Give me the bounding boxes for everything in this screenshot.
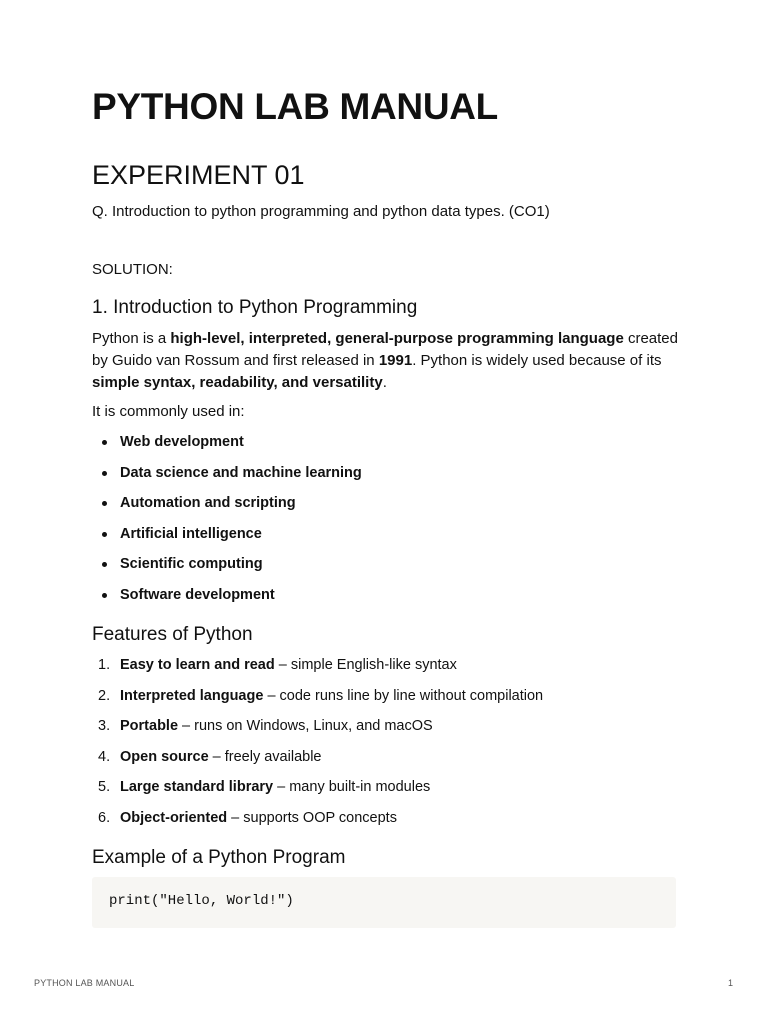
intro-bold-3: simple syntax, readability, and versatility xyxy=(92,374,383,391)
feature-text xyxy=(120,686,543,706)
common-uses-label: It is commonly used in: xyxy=(92,403,245,420)
solution-label: SOLUTION: xyxy=(92,261,173,278)
feature-text xyxy=(120,808,397,828)
feature-title: Portable xyxy=(120,718,179,734)
page-number: 1 xyxy=(728,978,734,988)
list-item-text: Software development xyxy=(120,586,275,603)
intro-paragraph xyxy=(92,328,682,394)
feature-number: 3. xyxy=(98,718,111,734)
bullet-icon xyxy=(102,562,107,567)
experiment-title: EXPERIMENT 01 xyxy=(92,160,305,190)
intro-text-1: Python is a xyxy=(92,330,171,347)
feature-title: Easy to learn and read xyxy=(120,657,275,673)
feature-number: 2. xyxy=(98,687,111,704)
bullet-icon xyxy=(102,440,107,445)
feature-text xyxy=(120,777,430,797)
document-title: PYTHON LAB MANUAL xyxy=(92,86,498,127)
list-item-text: Data science and machine learning xyxy=(120,464,362,481)
feature-desc: – supports OOP concepts xyxy=(227,809,397,826)
feature-desc: – freely available xyxy=(208,748,322,765)
feature-desc: – many built-in modules xyxy=(273,779,431,795)
bullet-icon xyxy=(102,501,107,506)
feature-title: Open source xyxy=(120,748,209,765)
feature-number: 5. xyxy=(98,779,111,795)
feature-title: Large standard library xyxy=(120,779,274,795)
bullet-icon xyxy=(102,471,107,476)
footer-title: PYTHON LAB MANUAL xyxy=(34,978,135,988)
bullet-icon xyxy=(102,532,107,537)
question-text: Q. Introduction to python programming and python data types. (CO1) xyxy=(92,203,550,220)
feature-number: 6. xyxy=(98,809,111,826)
list-item-text: Automation and scripting xyxy=(120,495,296,511)
feature-title: Object-oriented xyxy=(120,809,228,826)
intro-text-4: . xyxy=(382,374,387,391)
example-heading: Example of a Python Program xyxy=(92,847,346,868)
code-text: print("Hello, World!") xyxy=(109,893,294,909)
code-block xyxy=(92,877,676,928)
intro-heading: 1. Introduction to Python Programming xyxy=(92,297,418,318)
feature-title: Interpreted language xyxy=(120,687,264,704)
feature-desc: – code runs line by line without compilation xyxy=(263,687,544,704)
feature-number: 4. xyxy=(98,748,111,765)
list-item-text: Artificial intelligence xyxy=(120,525,262,542)
intro-text-2: created by Guido van Rossum and first released in xyxy=(92,330,678,369)
feature-text xyxy=(120,655,457,675)
intro-text-3: . Python is widely used because of its xyxy=(412,352,662,369)
bullet-icon xyxy=(102,593,107,598)
feature-desc: – runs on Windows, Linux, and macOS xyxy=(178,718,433,734)
feature-desc: – simple English-like syntax xyxy=(274,657,457,673)
feature-text xyxy=(120,747,321,767)
intro-bold-2: 1991 xyxy=(378,352,413,369)
list-item-text: Scientific computing xyxy=(120,556,263,572)
list-item-text: Web development xyxy=(120,434,244,450)
feature-text xyxy=(120,716,433,736)
feature-number: 1. xyxy=(98,657,111,673)
features-heading: Features of Python xyxy=(92,624,253,645)
intro-bold-1: high-level, interpreted, general-purpose programming language xyxy=(170,330,624,347)
